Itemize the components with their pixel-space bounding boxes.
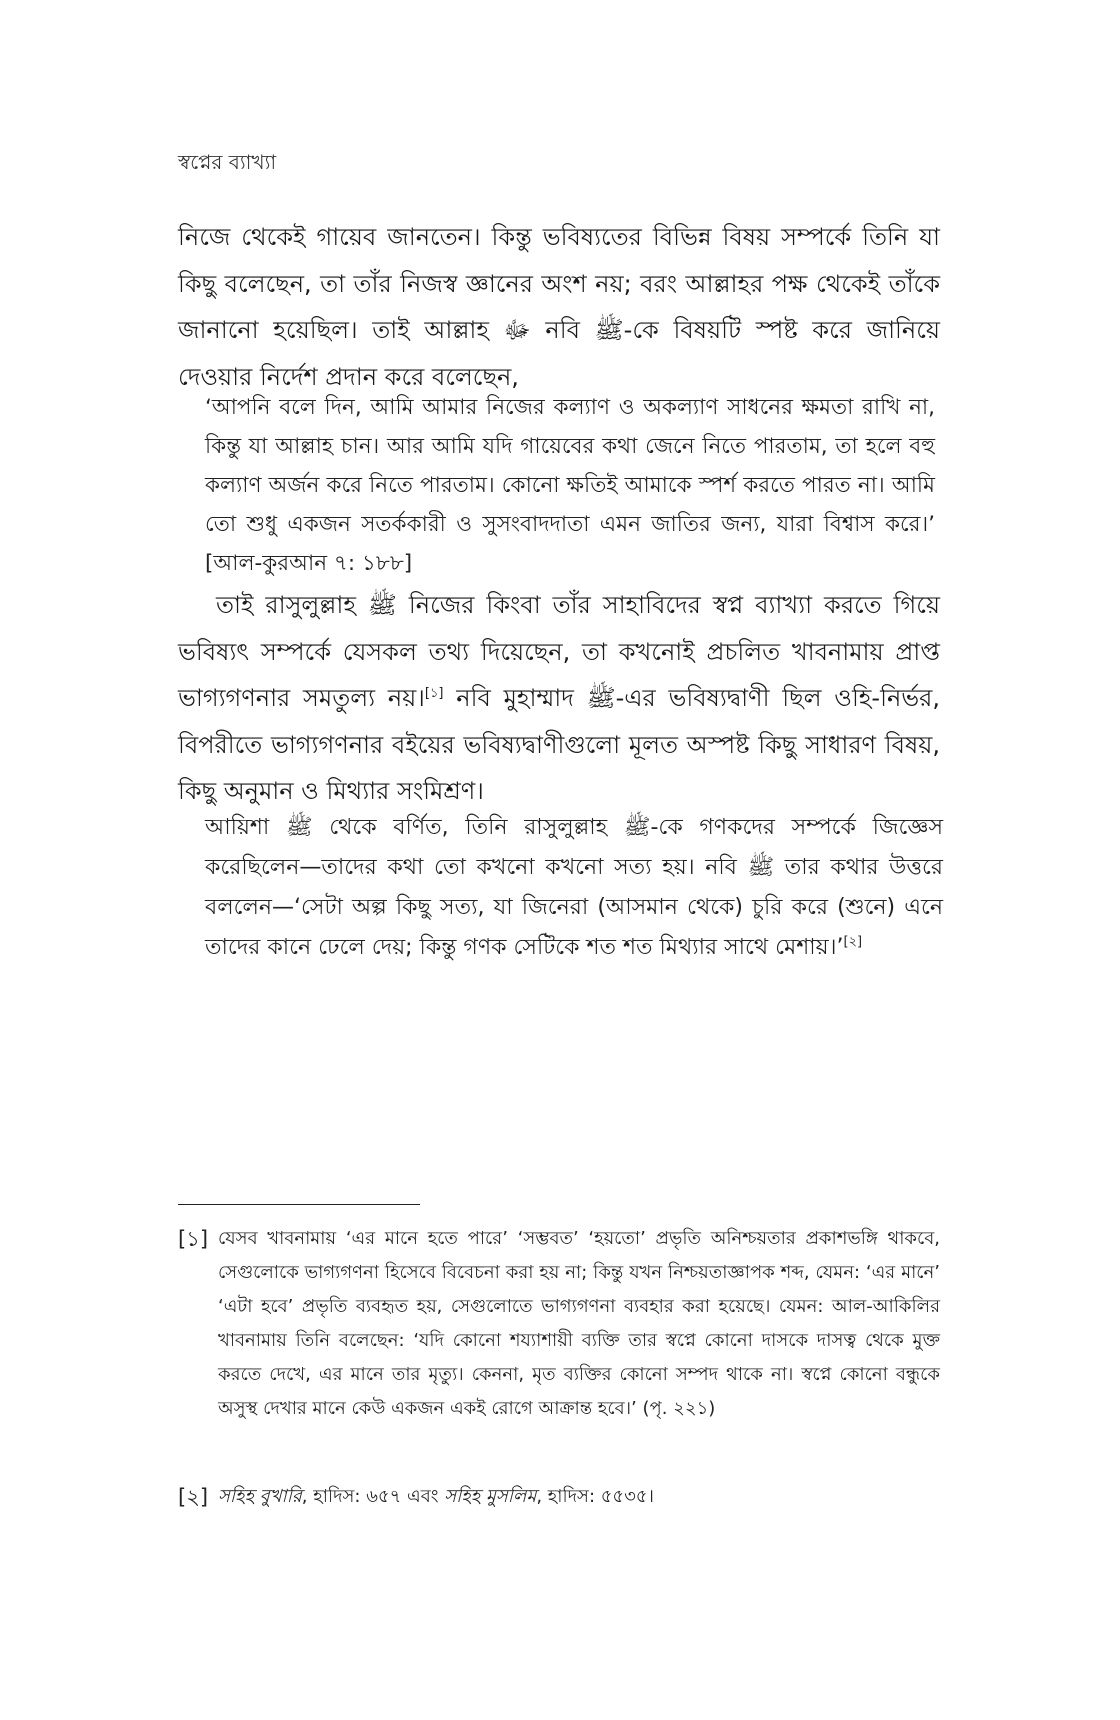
- body-paragraph-1: নিজে থেকেই গায়েব জানতেন। কিন্তু ভবিষ্যতের বিভিন্ন বিষয় সম্পর্কে তিনি যা কিছু বলেছেন, তা তাঁর নিজস্ব জ্ঞানের অংশ নয়; বরং আল্লাহর পক্ষ থেকেই তাঁকে জানানো হয়েছিল। তাই আল্লাহ ﷻ নবি ﷺ-কে বিষয়টি স্পষ্ট করে জানিয়ে দেওয়ার নির্দেশ প্রদান করে বলেছেন,: [178, 223, 941, 391]
- footnote-ref-1[interactable]: [১]: [424, 686, 444, 701]
- footnote-number: [১]: [178, 1227, 209, 1251]
- book-title: সহিহ বুখারি: [218, 1486, 302, 1507]
- hadith-text: আয়িশা ﷺ থেকে বর্ণিত, তিনি রাসুলুল্লাহ ﷺ-কে গণকদের সম্পর্কে জিজ্ঞেস করেছিলেন—তাদের কথা তো কখনো কখনো সত্য হয়। নবি ﷺ তার কথার উত্তরে বললেন—‘সেটা অল্প কিছু সত্য, যা জিনেরা (আসমান থেকে) চুরি করে (শুনে) এনে তাদের কানে ঢেলে দেয়; কিন্তু গণক সেটিকে শত শত মিথ্যার সাথে মেশায়।’: [205, 815, 943, 960]
- footnote-text: [218, 1480, 940, 1514]
- footnote-number: [২]: [178, 1485, 209, 1509]
- footnote-text: যেসব খাবনামায় ‘এর মানে হতে পারে’ ‘সম্ভবত’ ‘হয়তো’ প্রভৃতি অনিশ্চয়তার প্রকাশভঙ্গি থাকবে, সেগুলোকে ভাগ্যগণনা হিসেবে বিবেচনা করা হয় না; কিন্তু যখন নিশ্চয়তাজ্ঞাপক শব্দ, যেমন: ‘এর মানে’ ‘এটা হবে’ প্রভৃতি ব্যবহৃত হয়, সেগুলোতে ভাগ্যগণনা ব্যবহার করা হয়েছে। যেমন: আল-আকিলির খাবনামায় তিনি বলেছেন: ‘যদি কোনো শয্যাশায়ী ব্যক্তি তার স্বপ্নে কোনো দাসকে দাসত্ব থেকে মুক্ত করতে দেখে, এর মানে তার মৃত্যু। কেননা, মৃত ব্যক্তির কোনো সম্পদ থাকে না। স্বপ্নে কোনো বন্ধুকে অসুস্থ দেখার মানে কেউ একজন একই রোগে আক্রান্ত হবে।’ (পৃ. ২২১): [218, 1228, 940, 1419]
- paragraph-2-text: তাই রাসুলুল্লাহ ﷺ নিজের কিংবা তাঁর সাহাবিদের স্বপ্ন ব্যাখ্যা করতে গিয়ে ভবিষ্যৎ সম্পর্কে যেসকল তথ্য দিয়েছেন, তা কখনোই প্রচলিত খাবনামায় প্রাপ্ত ভাগ্যগণনার সমতুল্য নয়।: [178, 591, 941, 712]
- quran-quote: ‘আপনি বলে দিন, আমি আমার নিজের কল্যাণ ও অকল্যাণ সাধনের ক্ষমতা রাখি না, কিন্তু যা আল্লাহ চান। আর আমি যদি গায়েবের কথা জেনে নিতে পারতাম, তা হলে বহু কল্যাণ অর্জন করে নিতে পারতাম। কোনো ক্ষতিই আমাকে স্পর্শ করতে পারত না। আমি তো শুধু একজন সতর্ককারী ও সুসংবাদদাতা এমন জাতির জন্য, যারা বিশ্বাস করে।’ [আল-কুরআন ৭: ১৮৮]: [205, 395, 935, 576]
- paragraph-2-continued: নবি মুহাম্মাদ ﷺ-এর ভবিষ্যদ্বাণী ছিল ওহি-নির্ভর, বিপরীতে ভাগ্যগণনার বইয়ের ভবিষ্যদ্বাণীগুলো মূলত অস্পষ্ট কিছু সাধারণ বিষয়, কিছু অনুমান ও মিথ্যার সংমিশ্রণ।: [178, 684, 940, 805]
- footnote-ref-2[interactable]: [২]: [843, 934, 863, 950]
- footnote-1: [178, 1222, 940, 1426]
- body-paragraph-2: [178, 582, 940, 815]
- footnote-2: [178, 1480, 940, 1514]
- citation-end: , হাদিস: ৫৫৩৫।: [536, 1486, 654, 1507]
- footnote-divider: [178, 1204, 420, 1205]
- hadith-paragraph: [205, 808, 943, 968]
- citation-part: , হাদিস: ৬৫৭ এবং: [301, 1486, 445, 1507]
- book-title: সহিহ মুসলিম: [444, 1486, 537, 1507]
- running-header: স্বপ্নের ব্যাখ্যা: [178, 150, 277, 174]
